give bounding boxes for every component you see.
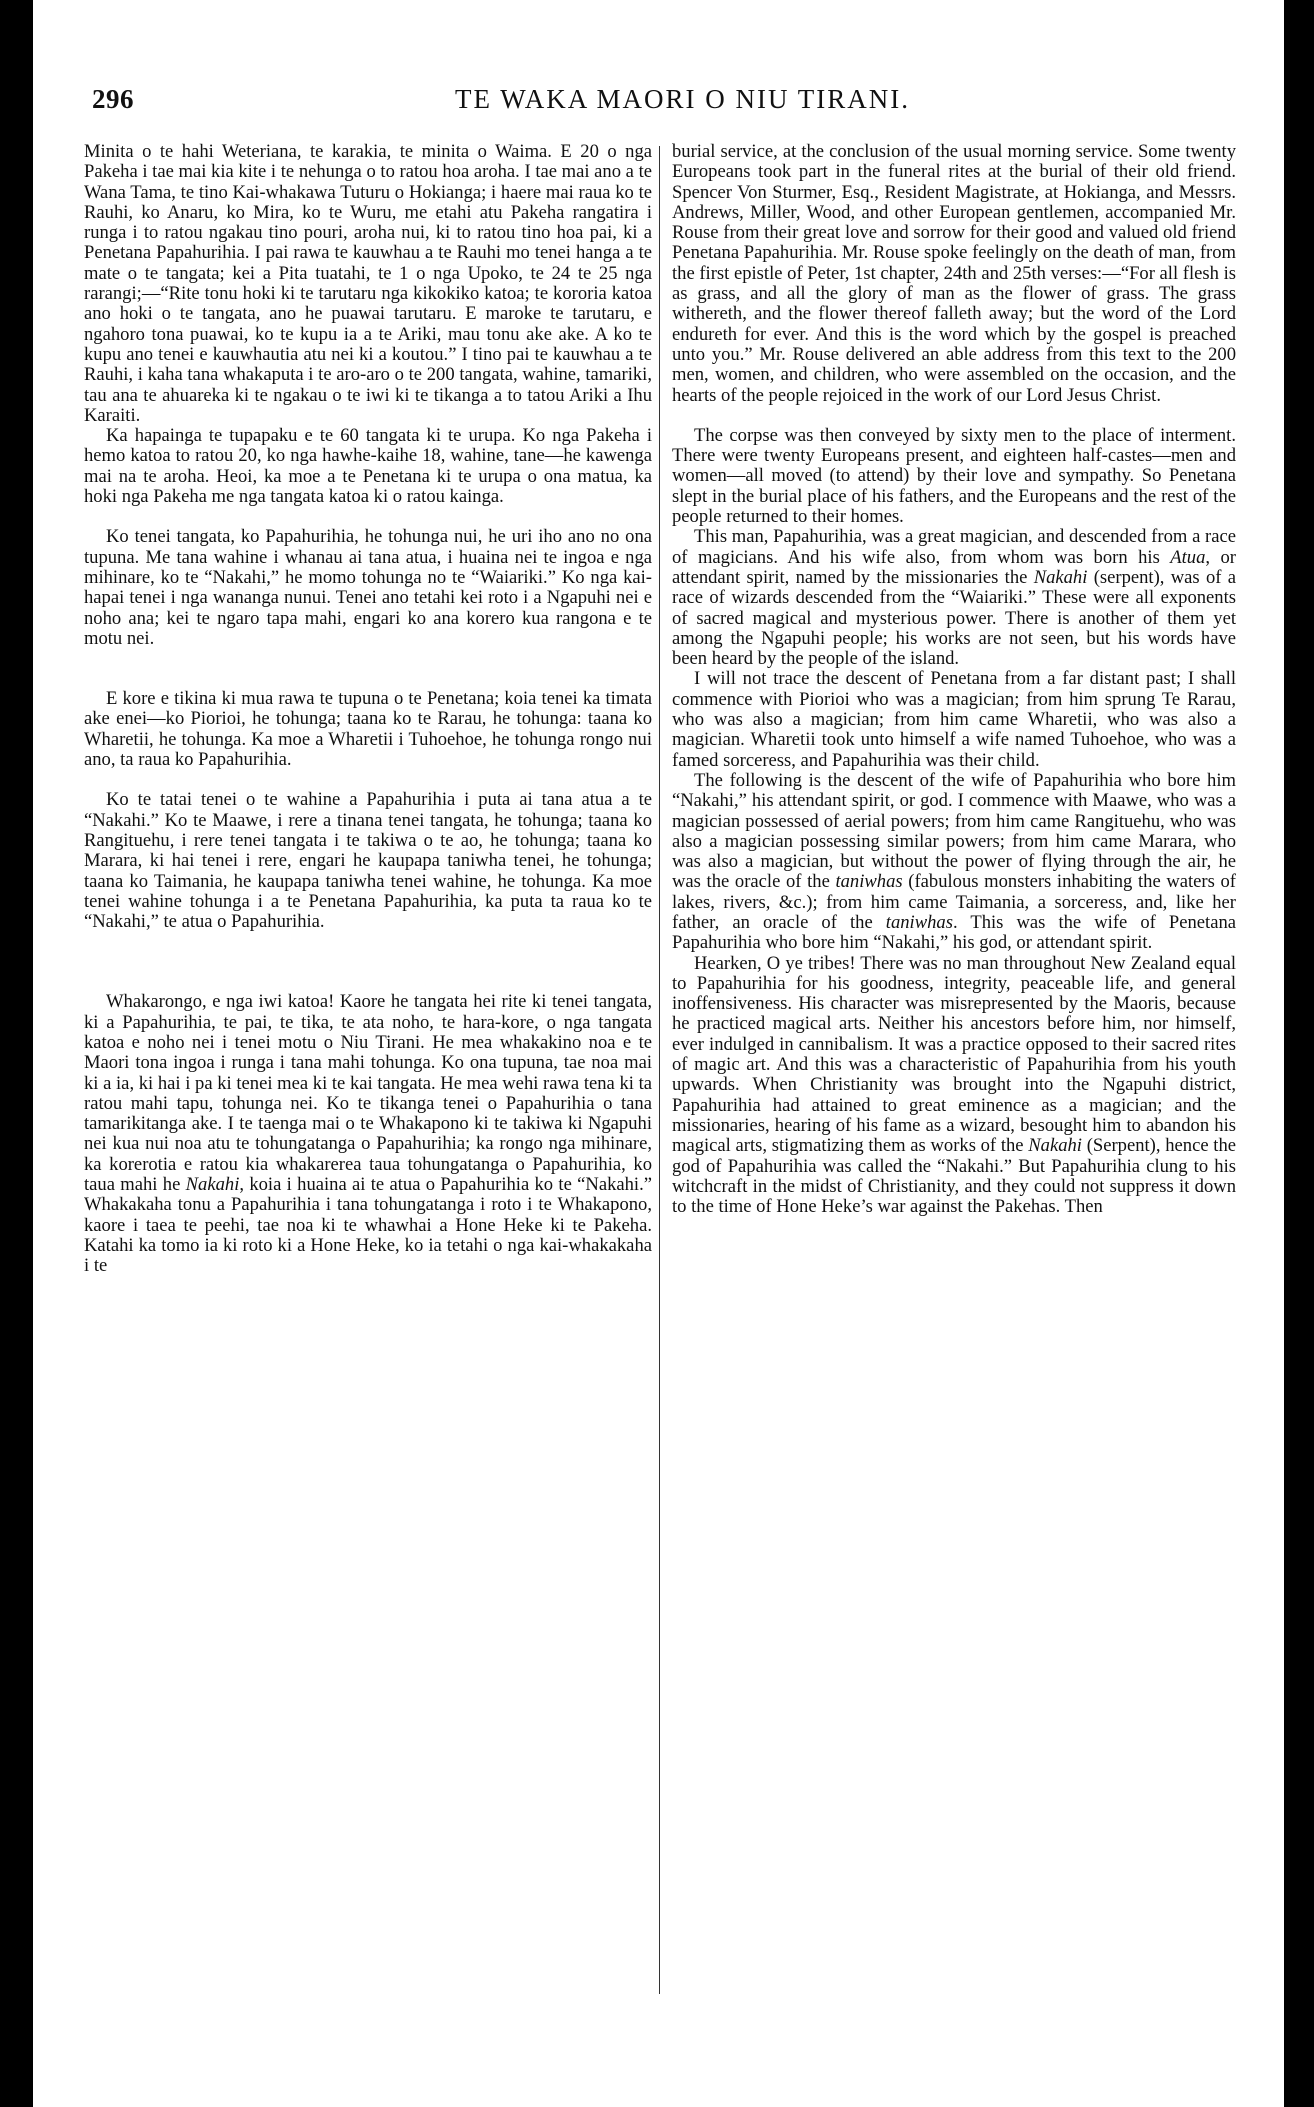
text-run: This man, Papahurihia, was a great magician, and descended from a race of magicians. And his wife also, from whom was born his <box>672 526 1236 568</box>
scan-border-left <box>0 0 33 2107</box>
paragraph <box>672 954 1236 1218</box>
italic-term: Nakahi <box>1028 1135 1082 1157</box>
text-run: The following is the descent of the wife of Papahurihia who bore him “Nakahi,” his attendant spirit, or god. I commence with Maawe, who was a magician possessed of aerial powers; from him came Rangituehu, who was also a magician possessing similar powers; from him came Marara, who was also a magician, but without the power of flying through the air, he was the oracle of the <box>672 769 1236 893</box>
italic-term: Nakahi <box>1033 566 1088 588</box>
maori-text-column <box>84 142 652 1277</box>
text-run: , or attendant spirit, named by the missionaries the <box>672 546 1236 588</box>
paragraph <box>84 992 652 1276</box>
text-run: , koia i huaina ai te atua o Papahurihia ko te “Nakahi.” Whakakaha tonu a Papahurihia i tana tohungatanga i roto i te Whakapono, kaore i taea te peehi, tae noa ki te whawhai a Hone Heke ki te Pakeha. Katahi ka tomo ia ki roto ki a Hone Heke, ko ia tetahi o nga kai-whakakaha i te <box>84 1174 652 1277</box>
paragraph-gap <box>672 406 1236 426</box>
scan-border-right <box>1284 0 1314 2107</box>
italic-term: Nakahi <box>185 1174 240 1196</box>
italic-term: taniwhas <box>835 871 903 893</box>
text-run: Hearken, O ye tribes! There was no man throughout New Zealand equal to Papahurihia for his goodness, integrity, peaceable life, and general inoffensiveness. His character was misrepresented by the Maoris, because he practiced magical arts. Neither his ancestors before him, nor himself, ever indulged in cannibalism. It was a practice opposed to their sacred rites of magic art. And this was a characteristic of Papahurihia from his youth upwards. When Christianity was brought into the Ngapuhi district, Papahurihia had attained to great eminence as a magician; and the missionaries, hearing of his fame as a wizard, besought him to abandon his magical arts, stigmatizing them as works of the <box>672 952 1236 1157</box>
paragraph-gap <box>84 507 652 527</box>
paragraph: Ko te tatai tenei o te wahine a Papahurihia i puta ai tana atua a te “Nakahi.” Ko te Maawe, i rere a tinana tenei tangata, he tohunga; taana ko Rangituehu, i rere tenei tangata i te takiwa o te ao, he tohunga; taana ko Marara, ki hai tenei i rere, engari he kaupapa taniwha tenei, he tohunga; taana ko Taimania, he kaupapa taniwha tenei wahine, he tohunga. Ka moe tenei wahine tohunga i a te Penetana Papahurihia, ka puta ta raua ko te “Nakahi,” te atua o Papahurihia. <box>84 789 652 933</box>
running-title: TE WAKA MAORI O NIU TIRANI. <box>455 84 910 114</box>
italic-term: Atua <box>1170 546 1206 568</box>
paragraph: Ko tenei tangata, ko Papahurihia, he tohunga nui, he uri iho ano no ona tupuna. Me tana wahine i whanau ai tana atua, i huaina nei te ingoa e nga mihinare, ko te “Nakahi,” he momo tohunga no te “Waiariki.” Ko nga kai-hapai tenei i nga wananga nunui. Tenei ano tetahi kei roto i a Ngapuhi nei e noho ana; kei te ngaro tapa mahi, engari ko ana korero kua rangona e te motu nei. <box>84 526 652 649</box>
text-run: . This was the wife of Penetana Papahurihia who bore him “Nakahi,” his god, or attendant spirit. <box>672 911 1237 954</box>
italic-term: taniwhas <box>885 911 953 933</box>
paragraph-gap <box>84 649 652 689</box>
paragraph-gap <box>84 932 652 992</box>
paragraph: burial service, at the conclusion of the usual morning service. Some twenty Europeans took part in the funeral rites at the burial of their old friend. Spencer Von Sturmer, Esq., Resident Magistrate, at Hokianga, and Messrs. Andrews, Miller, Wood, and other European gentlemen, accompanied Mr. Rouse from their great love and sorrow for their good and valued old friend Penetana Papahurihia. Mr. Rouse spoke feelingly on the death of man, from the first epistle of Peter, 1st chapter, 24th and 25th verses:—“For all flesh is as grass, and all the glory of man as the flower of grass. The grass withereth, and the flower thereof falleth away; but the word of the Lord endureth for ever. And this is the word which by the gospel is preached unto you.” Mr. Rouse delivered an able address from this text to the 200 men, women, and children, who were assembled on the occasion, and the hearts of the people rejoiced in the work of our Lord Jesus Christ. <box>672 141 1236 406</box>
paragraph <box>672 527 1236 669</box>
paragraph: Minita o te hahi Weteriana, te karakia, te minita o Waima. E 20 o nga Pakeha i tae mai kia kite i te nehunga o to ratou hoa aroha. I tae mai ano a te Wana Tama, te tino Kai-whakawa Tuturu o Hokianga; i haere mai raua ko te Rauhi, ko Anaru, ko Mira, ko te Wuru, me etahi atu Pakeha rangatira i runga i to ratou ngakau tino pouri, aroha nui, ki to ratou tino hoa pai, ki a Penetana Papahurihia. I pai rawa te kauwhau a te Rauhi mo tenei hanga a te mate o te tangata; kei a Pita tuatahi, te 1 o nga Upoko, te 24 te 25 nga rarangi;—“Rite tonu hoki ki te tarutaru nga kikokiko katoa; te kororia katoa ano hoki o te tangata, ano he puawai tarutaru. E maroke te tarutaru, e ngahoro tona puawai, ko te kupu ia a te Ariki, mau tonu ake ake. A ko te kupu ano tenei e kauwhautia atu nei ki a koutou.” I tino pai te kauwhau a te Rauhi, i kaha tana whakaputa i te aro-aro o te 200 tangata, wahine, tamariki, tau ana te ahuareka ki te ngakau o te iwi ki te tikanga a to tatou Ariki a Ihu Karaiti. <box>84 141 652 426</box>
paragraph: I will not trace the descent of Penetana from a far distant past; I shall commence with Piorioi who was a magician; from him sprung Te Rarau, who was also a magician; from him came Wharetii, who was also a magician. Wharetii took unto himself a wife named Tuhoehoe, who was a famed sorceress, and Papahurihia was their child. <box>672 668 1236 771</box>
text-run: (serpent), was of a race of wizards descended from the “Waiariki.” These were all exponents of sacred magical and mysterious power. There is another of them yet among the Ngapuhi people; his works are not seen, but his words have been heard by the people of the island. <box>672 566 1236 670</box>
paragraph: The corpse was then conveyed by sixty men to the place of interment. There were twenty Europeans present, and eighteen half-castes—men and women—all moved (to attend) by their love and sympathy. So Penetana slept in the burial place of his fathers, and the Europeans and the rest of the people returned to their homes. <box>672 424 1236 528</box>
text-run: Whakarongo, e nga iwi katoa! Kaore he tangata hei rite ki tenei tangata, ki a Papahurihia, te pai, te tika, te ata noho, te hara-kore, o nga tangata katoa e noho nei i tenei motu o Niu Tirani. He mea whakakino noa e te Maori tona ingoa i runga i tana mahi tohunga. Ko ona tupuna, tae noa mai ki a ia, ki hai i pa ki tenei mea ki te kai tangata. He mea wehi rawa tena ki ta ratou mahi tapu, tohunga nei. Ko te tikanga tenei o Papahurihia o tana tamarikitanga ake. I te taenga mai o te Whakapono ki te takiwa ki Ngapuhi nei kua nui noa atu te tohungatanga o Papahurihia; ka rongo nga mihinare, ka korerotia e ratou kia whakarerea taua tohungatanga o Papahurihia, ko taua mahi he <box>84 991 652 1196</box>
paragraph-gap <box>84 770 652 790</box>
paragraph: E kore e tikina ki mua rawa te tupuna o te Penetana; koia tenei ka timata ake enei—ko Piorioi, he tohunga; taana ko te Rarau, he tohunga: taana ko Wharetii, he tohunga. Ka moe a Wharetii i Tuhoehoe, he tohunga rongo nui ano, ta raua ko Papahurihia. <box>84 688 652 771</box>
text-run: (fabulous monsters inhabiting the waters of lakes, rivers, &c.); from him came Taimania, a sorceress, and, like her father, an oracle of the <box>672 871 1236 933</box>
paragraph: Ka hapainga te tupapaku e te 60 tangata ki te urupa. Ko nga Pakeha i hemo katoa to ratou 20, ko nga hawhe-kaihe 18, wahine, tane—he kawenga mai na te aroha. Heoi, ka moe a te Penetana ki te urupa o ona matua, ka hoki nga Pakeha me nga tangata katoa ki o ratou kainga. <box>84 425 652 508</box>
page-number: 296 <box>92 84 134 114</box>
column-divider <box>659 146 660 1994</box>
english-text-column <box>672 142 1236 1217</box>
paragraph <box>672 771 1236 954</box>
text-run: (Serpent), hence the god of Papahurihia was called the “Nakahi.” But Papahurihia clung to his witchcraft in the midst of Christianity, and they could not suppress it down to the time of Hone Heke’s war against the Pakehas. Then <box>672 1135 1237 1218</box>
